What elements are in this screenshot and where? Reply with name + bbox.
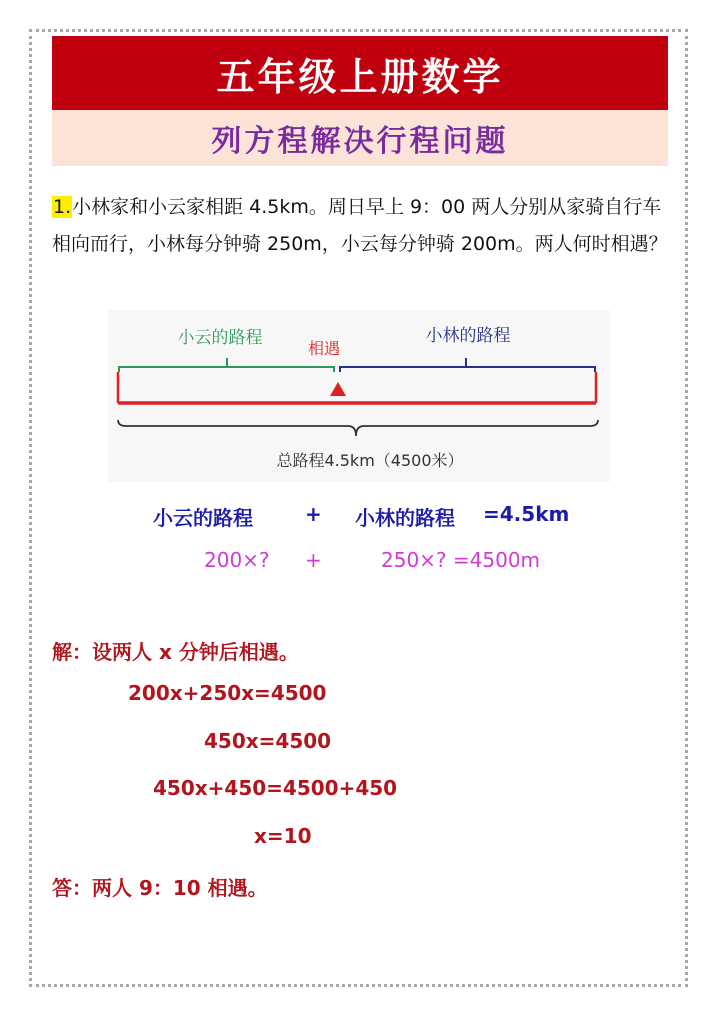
problem-statement (52, 189, 672, 263)
solution-step-1: 200x+250x=4500 (128, 681, 327, 705)
relation-line-2-plus: + (305, 548, 322, 572)
total-brace (118, 420, 598, 436)
relation-line-1-eq: =4.5km (483, 502, 570, 526)
solution-step-4: x=10 (254, 824, 312, 848)
diagram-svg (108, 310, 610, 482)
relation-line-1-plus: + (305, 502, 322, 526)
relation-line-1-left: 小云的路程 (153, 506, 253, 530)
problem-text: 小林家和小云家相距 4.5km。周日早上 9：00 两人分别从家骑自行车相向而行，小林每分钟骑 250m，小云每分钟骑 200m。两人何时相遇？ (52, 196, 668, 255)
page-title: 五年级上册数学 (52, 36, 668, 110)
solution-answer: 答：两人 9：10 相遇。 (52, 876, 268, 900)
relation-line-2-left: 200×? (204, 548, 270, 572)
page-subtitle: 列方程解决行程问题 (52, 110, 668, 166)
total-distance-label: 总路程4.5km（4500米） (276, 451, 464, 470)
distance-diagram (108, 310, 610, 482)
meet-label: 相遇 (307, 339, 341, 358)
right-bracket (340, 367, 595, 372)
meet-point-marker (330, 382, 346, 396)
left-distance-label: 小云的路程 (177, 328, 263, 348)
question-number: 1. (53, 196, 72, 218)
relation-line-2-right: 250×? =4500m (381, 548, 541, 572)
relation-line-1-right: 小林的路程 (355, 506, 455, 530)
left-bracket (119, 367, 334, 372)
right-distance-label: 小林的路程 (425, 326, 511, 346)
solution-step-2: 450x=4500 (204, 729, 332, 753)
solution-step-3: 450x+450=4500+450 (153, 776, 398, 800)
solution-intro: 解：设两人 x 分钟后相遇。 (52, 640, 299, 664)
